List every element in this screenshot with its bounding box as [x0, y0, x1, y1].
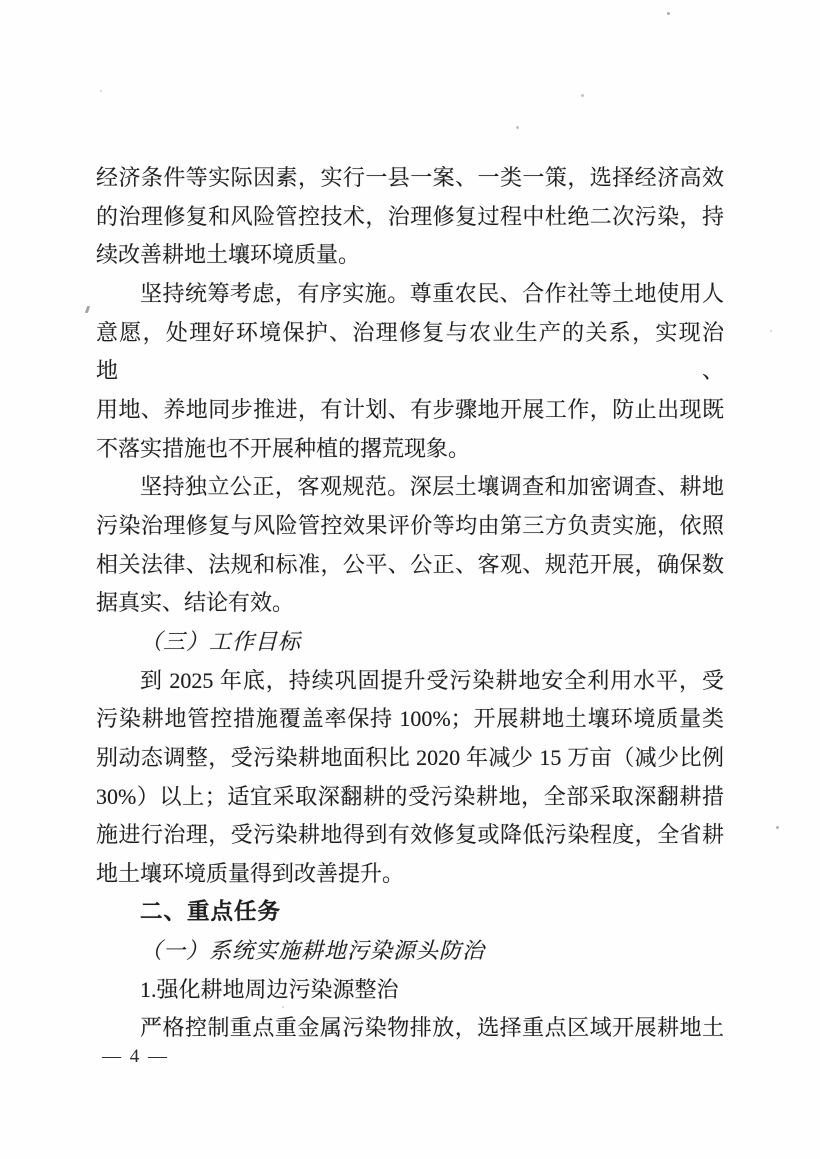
scan-speck	[667, 12, 670, 15]
scan-speck	[516, 126, 519, 129]
paragraph-line: 污染耕地管控措施覆盖率保持 100%；开展耕地土壤环境质量类	[96, 706, 724, 732]
paragraph-line: 污染治理修复与风险管控效果评价等均由第三方负责实施，依照	[96, 512, 724, 538]
paragraph-line: 坚持独立公正，客观规范。深层土壤调查和加密调查、耕地	[140, 474, 724, 500]
section-heading-source-prevention: （一）系统实施耕地污染源头防治	[140, 938, 486, 964]
paragraph-line: 经济条件等实际因素，实行一县一案、一类一策，选择经济高效	[96, 165, 724, 190]
paragraph-line: 严格控制重点重金属污染物排放，选择重点区域开展耕地土	[140, 1015, 724, 1041]
paragraph-line: 续改善耕地土壤环境质量。	[96, 242, 361, 268]
scan-speck	[776, 826, 779, 829]
scan-tick-mark	[85, 306, 90, 313]
scan-speck	[581, 94, 584, 97]
paragraph-line: 的治理修复和风险管控技术，治理修复过程中杜绝二次污染，持	[96, 203, 724, 229]
paragraph-line: 不落实措施也不开展种植的撂荒现象。	[96, 435, 471, 461]
paragraph-line: 意愿，处理好环境保护、治理修复与农业生产的关系，实现治地、	[96, 319, 724, 384]
paragraph-line: 30%）以上；适宜采取深翻耕的受污染耕地，全部采取深翻耕措	[96, 783, 724, 809]
paragraph-line: 坚持统筹考虑，有序实施。尊重农民、合作社等土地使用人	[140, 280, 724, 306]
paragraph-line: 别动态调整，受污染耕地面积比 2020 年减少 15 万亩（减少比例	[96, 744, 724, 770]
paragraph-line: 用地、养地同步推进，有计划、有步骤地开展工作，防止出现既	[96, 396, 724, 422]
subsection-heading-pollution-source-remediation: 1.强化耕地周边污染源整治	[140, 976, 399, 1002]
paragraph-line: 据真实、结论有效。	[96, 590, 295, 616]
paragraph-line: 施进行治理，受污染耕地得到有效修复或降低污染程度，全省耕	[96, 822, 724, 848]
scan-speck	[100, 90, 102, 92]
text-block	[96, 159, 724, 1048]
page-number: — 4 —	[102, 1046, 169, 1067]
paragraph-line: 地土壤环境质量得到改善提升。	[96, 860, 405, 886]
chapter-heading-key-tasks: 二、重点任务	[140, 899, 282, 925]
scan-speck	[282, 1006, 284, 1008]
paragraph-line: 到 2025 年底，持续巩固提升受污染耕地安全利用水平，受	[140, 667, 724, 693]
paragraph-line: 相关法律、法规和标准，公平、公正、客观、规范开展，确保数	[96, 551, 724, 577]
section-heading-work-goals: （三）工作目标	[140, 628, 302, 654]
scan-speck	[770, 330, 772, 332]
